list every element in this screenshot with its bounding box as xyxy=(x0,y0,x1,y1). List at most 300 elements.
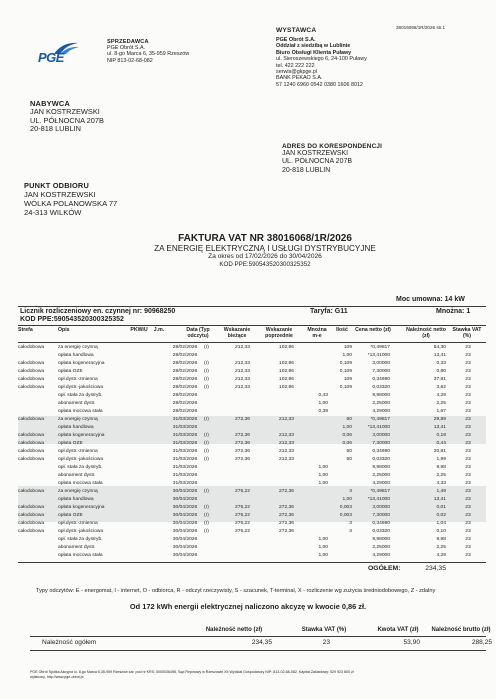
cell-ilosc: 1,00 xyxy=(342,353,352,358)
cell-biezace: 272,36 xyxy=(235,449,250,454)
cell-typ: (r) xyxy=(204,361,209,366)
table-row xyxy=(18,448,486,456)
cell-opis: opłata mocowa stała xyxy=(58,409,103,414)
collection-point-block xyxy=(24,181,117,217)
collection-point-label: PUNKT ODBIORU xyxy=(24,181,90,190)
cell-ilosc: 1,00 xyxy=(342,425,352,430)
col-biezace: Wskazanie bieżące xyxy=(223,327,251,339)
cell-cena: 0,34690 xyxy=(372,377,390,382)
cell-vat: 23 xyxy=(465,473,471,478)
cell-vat: 23 xyxy=(465,441,471,446)
table-row xyxy=(18,424,486,432)
cell-wartosc: 4,29 xyxy=(436,393,446,398)
table-row xyxy=(18,496,486,504)
cell-data: 31/03/2026 xyxy=(172,465,198,470)
cell-opis: opłata OZE xyxy=(58,513,83,518)
reading-types-legend: Typy odczytów: E - energomat, I - internet, O - odbiorca, R - odczyt rzeczywisty, S - szacunek, T-terminal, X - rozliczenie wg zużycia średniodobowego, Z - zdalny xyxy=(36,588,436,594)
col-strefa: Strefa xyxy=(18,327,33,333)
table-row xyxy=(18,368,486,376)
cell-opis: opł.dystr.-zmienna xyxy=(58,377,98,382)
buyer-line-2: UL. PÓŁNOCNA 207B xyxy=(30,115,104,125)
cell-cena: 0,34690 xyxy=(372,449,390,454)
cell-biezace: 275,22 xyxy=(235,529,250,534)
seller-label: SPRZEDAWCA xyxy=(107,39,149,45)
cell-vat: 23 xyxy=(465,553,471,558)
cell-poprzednie: 272,36 xyxy=(279,489,294,494)
cell-data: 30/04/2026 xyxy=(172,505,198,510)
cell-cena: 9,98000 xyxy=(372,537,390,542)
table-row xyxy=(18,488,486,496)
cell-ilosc: 3 xyxy=(349,489,352,494)
cell-opis: opłata handlowa xyxy=(58,497,94,502)
cell-cena: *0,49817 xyxy=(370,345,390,350)
cell-poprzednie: 212,33 xyxy=(279,417,294,422)
cell-cena: 7,30000 xyxy=(372,441,390,446)
cell-wartosc: 4,29 xyxy=(436,553,446,558)
cell-data: 31/03/2026 xyxy=(172,457,198,462)
cell-strefa: całodobowa xyxy=(18,369,45,374)
cell-typ: (r) xyxy=(204,505,209,510)
cell-opis: opł.dystr.-jakościowa xyxy=(58,457,104,462)
total-value: 234,35 xyxy=(425,565,446,572)
cell-strefa: całodobowa xyxy=(18,377,45,382)
cell-biezace: 272,36 xyxy=(235,417,250,422)
cell-data: 28/02/2026 xyxy=(172,401,198,406)
cell-wartosc: 4,33 xyxy=(436,481,446,486)
cell-cena: *0,49817 xyxy=(370,417,390,422)
cell-vat: 23 xyxy=(465,481,471,486)
cell-data: 31/03/2026 xyxy=(172,433,198,438)
cell-ilosc: 0,109 xyxy=(339,369,352,374)
pge-logo xyxy=(34,40,94,66)
table-row xyxy=(18,480,486,488)
meter-line: Licznik rozliczeniowy en. czynnej nr: 90968250 xyxy=(20,308,176,315)
summary-gross: 288,25 xyxy=(471,639,492,646)
cell-data: 30/04/2026 xyxy=(172,553,198,558)
cell-wartosc: 1,99 xyxy=(436,457,446,462)
col-wartosc: Należność netto (zł) xyxy=(406,327,446,339)
cell-vat: 23 xyxy=(465,353,471,358)
cell-opis: opłata handlowa xyxy=(58,353,94,358)
cell-wartosc: 1,49 xyxy=(436,489,446,494)
cell-data: 28/02/2026 xyxy=(172,353,198,358)
table-row xyxy=(18,400,486,408)
cell-opis: opłata mocowa stała xyxy=(58,553,103,558)
cell-cena: 4,29000 xyxy=(372,481,390,486)
cell-poprzednie: 272,36 xyxy=(279,521,294,526)
excise-note: Od 172 kWh energii elektrycznej naliczono akcyzę w kwocie 0,86 zł. xyxy=(129,602,367,611)
buyer-label: NABYWCA xyxy=(30,99,70,108)
summary-rate: 23 xyxy=(322,639,330,646)
issuer-line-4: ul. Sieroszewskiego 6, 24-100 Puławy xyxy=(276,56,367,63)
table-row xyxy=(18,432,486,440)
summary-net: 234,35 xyxy=(251,639,272,646)
cell-typ: (r) xyxy=(204,521,209,526)
cell-data: 28/02/2026 xyxy=(172,409,198,414)
cell-typ: (r) xyxy=(204,513,209,518)
cell-wartosc: 54,30 xyxy=(433,345,446,350)
cell-strefa: całodobowa xyxy=(18,513,45,518)
cell-data: 30/04/2026 xyxy=(172,521,198,526)
cell-vat: 23 xyxy=(465,425,471,430)
table-rows xyxy=(18,344,486,560)
cell-vat: 23 xyxy=(465,497,471,502)
meter-multiplier: Mnożna: 1 xyxy=(436,308,471,315)
cell-data: 28/02/2026 xyxy=(172,361,198,366)
cell-mnozna: 0,43 xyxy=(318,393,328,398)
cell-opis: opłata mocowa stała xyxy=(58,481,103,486)
cell-opis: opł.dystr.-jakościowa xyxy=(58,529,104,534)
col-mnozna: Mnożna m-e xyxy=(307,327,327,339)
table-row xyxy=(18,536,486,544)
cell-cena: 0,03320 xyxy=(372,529,390,534)
table-row xyxy=(18,360,486,368)
cell-cena: 0,03320 xyxy=(372,457,390,462)
table-row xyxy=(18,512,486,520)
cell-ilosc: 60 xyxy=(346,449,352,454)
cell-opis: opłata handlowa xyxy=(58,425,94,430)
cell-data: 30/04/2026 xyxy=(172,529,198,534)
cell-typ: (r) xyxy=(204,369,209,374)
cell-ilosc: 109 xyxy=(343,377,352,382)
buyer-block xyxy=(30,99,104,134)
cell-vat: 23 xyxy=(465,377,471,382)
table-row xyxy=(18,464,486,472)
table-top-rule xyxy=(18,306,486,307)
collection-point-line-3: 24-313 WILKÓW xyxy=(24,208,82,217)
cell-wartosc: 0,01 xyxy=(436,505,446,510)
cell-wartosc: 2,25 xyxy=(436,545,446,550)
cell-wartosc: 2,25 xyxy=(436,401,446,406)
cell-typ: (r) xyxy=(204,529,209,534)
cell-opis: za energię czynną xyxy=(58,345,98,350)
col-data: Data (Typ odczytu) xyxy=(186,327,210,339)
cell-data: 31/03/2026 xyxy=(172,425,198,430)
issuer-line-3: Biuro Obsługi Klienta Puławy xyxy=(276,49,352,56)
cell-cena: 7,30000 xyxy=(372,369,390,374)
cell-biezace: 272,36 xyxy=(235,457,250,462)
cell-data: 28/02/2026 xyxy=(172,345,198,350)
issuer-line-7: BANK PEKAO S.A. xyxy=(276,75,323,82)
cell-biezace: 275,22 xyxy=(235,513,250,518)
buyer-line-3: 20-818 LUBLIN xyxy=(30,124,81,134)
cell-ilosc: 0,109 xyxy=(339,385,352,390)
cell-strefa: całodobowa xyxy=(18,433,45,438)
cell-typ: (r) xyxy=(204,457,209,462)
cell-opis: opł. stała za dystryb. xyxy=(58,537,103,542)
cell-ilosc: 1,00 xyxy=(342,497,352,502)
cell-ilosc: 0,003 xyxy=(339,505,352,510)
cell-wartosc: 0,18 xyxy=(436,433,446,438)
header-bottom-rule xyxy=(18,342,486,343)
cell-opis: abonament dystr. xyxy=(58,401,96,406)
cell-vat: 23 xyxy=(465,545,471,550)
seller-line-1: PGE Obrót S.A. xyxy=(107,45,146,51)
invoice-title: FAKTURA VAT NR 38016068/1R/2026 xyxy=(178,233,352,244)
cell-vat: 23 xyxy=(465,465,471,470)
total-label: OGÓŁEM: xyxy=(368,565,401,572)
cell-biezace: 275,22 xyxy=(235,489,250,494)
cell-vat: 23 xyxy=(465,393,471,398)
cell-vat: 23 xyxy=(465,489,471,494)
cell-wartosc: 3,62 xyxy=(436,385,446,390)
cell-poprzednie: 102,96 xyxy=(279,369,294,374)
summary-vat: 53,90 xyxy=(403,639,420,646)
table-row xyxy=(18,528,486,536)
cell-ilosc: 0,06 xyxy=(342,433,352,438)
cell-cena: 2,25000 xyxy=(372,545,390,550)
cell-ilosc: 60 xyxy=(346,457,352,462)
cell-poprzednie: 272,36 xyxy=(279,513,294,518)
cell-cena: *13,41000 xyxy=(367,497,390,502)
cell-wartosc: 0,80 xyxy=(436,369,446,374)
correspondence-block xyxy=(282,143,382,175)
cell-vat: 23 xyxy=(465,433,471,438)
cell-ilosc: 0,003 xyxy=(339,513,352,518)
cell-poprzednie: 212,33 xyxy=(279,449,294,454)
summary-head-gross: Należność brutto (zł) xyxy=(431,627,491,633)
cell-typ: (r) xyxy=(204,433,209,438)
cell-ilosc: 60 xyxy=(346,417,352,422)
summary-bottom-rule xyxy=(30,650,486,651)
cell-opis: opłata kogeneracyjna xyxy=(58,433,105,438)
table-row xyxy=(18,376,486,384)
issuer-line-1: PGE Obrót S.A. xyxy=(276,37,316,43)
cell-wartosc: 1,67 xyxy=(436,409,446,414)
cell-biezace: 272,36 xyxy=(235,441,250,446)
col-ilosc: Ilość xyxy=(336,327,348,333)
cell-wartosc: 2,25 xyxy=(436,473,446,478)
invoice-title-block xyxy=(140,233,390,269)
footer xyxy=(30,670,470,680)
cell-cena: 0,34690 xyxy=(372,521,390,526)
issuer-line-5: tel. 422 222 222 xyxy=(276,62,315,69)
cell-vat: 23 xyxy=(465,449,471,454)
cell-typ: (r) xyxy=(204,377,209,382)
cell-opis: opł.dystr.-zmienna xyxy=(58,521,98,526)
cell-wartosc: 9,98 xyxy=(436,537,446,542)
table-row xyxy=(18,440,486,448)
cell-vat: 23 xyxy=(465,505,471,510)
summary-rule xyxy=(30,636,486,637)
cell-opis: opł. stała za dystryb. xyxy=(58,465,103,470)
collection-point-line-2: WÓLKA POLANOWSKA 77 xyxy=(24,199,118,208)
invoice-period: Za okres od 17/02/2026 do 30/04/2026 xyxy=(208,253,322,260)
cell-mnozna: 1,00 xyxy=(318,545,328,550)
cell-data: 31/03/2026 xyxy=(172,481,198,486)
cell-data: 31/03/2026 xyxy=(172,417,198,422)
cell-ilosc: 109 xyxy=(343,345,352,350)
cell-data: 30/04/2026 xyxy=(172,497,198,502)
table-row xyxy=(18,520,486,528)
cell-wartosc: 37,81 xyxy=(433,377,446,382)
table-row xyxy=(18,504,486,512)
cell-vat: 23 xyxy=(465,401,471,406)
cell-data: 28/02/2026 xyxy=(172,369,198,374)
cell-opis: opł. stała za dystryb. xyxy=(58,393,103,398)
issuer-label: WYSTAWCA xyxy=(276,27,317,34)
cell-wartosc: 20,81 xyxy=(433,449,446,454)
summary-head-net: Należność netto (zł) xyxy=(205,627,263,633)
table-row xyxy=(18,552,486,560)
table-row xyxy=(18,392,486,400)
cell-strefa: całodobowa xyxy=(18,361,45,366)
summary-head-rate: Stawka VAT (%) xyxy=(301,627,347,633)
cell-typ: (r) xyxy=(204,345,209,350)
cell-typ: (r) xyxy=(204,441,209,446)
seller-block xyxy=(107,39,189,64)
footer-line-2: wpłacony, http://www.pge-obrot.pl xyxy=(30,675,84,679)
cell-data: 28/02/2026 xyxy=(172,385,198,390)
col-cena: Cena netto (zł) xyxy=(355,327,391,333)
cell-opis: opłata kogeneracyjna xyxy=(58,505,105,510)
cell-wartosc: 29,89 xyxy=(433,417,446,422)
cell-cena: *0,49817 xyxy=(370,489,390,494)
cell-biezace: 212,33 xyxy=(235,369,250,374)
document-reference: 38016068/1R/2026 str.1 xyxy=(396,25,446,30)
cell-data: 31/03/2026 xyxy=(172,441,198,446)
cell-strefa: całodobowa xyxy=(18,521,45,526)
cell-data: 28/02/2026 xyxy=(172,377,198,382)
issuer-line-2: Oddział z siedzibą w Lublinie xyxy=(276,43,351,50)
cell-vat: 23 xyxy=(465,529,471,534)
cell-cena: 0,03320 xyxy=(372,385,390,390)
cell-poprzednie: 102,96 xyxy=(279,345,294,350)
cell-wartosc: 0,44 xyxy=(436,441,446,446)
issuer-block xyxy=(276,27,367,88)
cell-wartosc: 0,02 xyxy=(436,513,446,518)
cell-strefa: całodobowa xyxy=(18,457,45,462)
cell-data: 30/04/2026 xyxy=(172,545,198,550)
cell-strefa: całodobowa xyxy=(18,417,45,422)
table-bottom-rule xyxy=(18,562,486,563)
cell-poprzednie: 102,96 xyxy=(279,385,294,390)
cell-opis: za energię czynną xyxy=(58,417,98,422)
cell-vat: 23 xyxy=(465,369,471,374)
seller-line-3: NIP 813-02-68-082 xyxy=(107,57,153,64)
cell-typ: (r) xyxy=(204,385,209,390)
cell-cena: *13,41000 xyxy=(367,425,390,430)
cell-opis: opł.dystr.-jakościowa xyxy=(58,385,104,390)
cell-strefa: całodobowa xyxy=(18,449,45,454)
cell-poprzednie: 212,33 xyxy=(279,433,294,438)
cell-strefa: całodobowa xyxy=(18,489,45,494)
collection-point-line-1: JAN KOSTRZEWSKI xyxy=(24,190,96,199)
cell-wartosc: 1,04 xyxy=(436,521,446,526)
cell-opis: opłata OZE xyxy=(58,369,83,374)
table-row xyxy=(18,416,486,424)
cell-biezace: 272,36 xyxy=(235,433,250,438)
cell-biezace: 275,22 xyxy=(235,505,250,510)
cell-opis: abonament dystr. xyxy=(58,473,96,478)
cell-biezace: 212,33 xyxy=(235,361,250,366)
cell-strefa: całodobowa xyxy=(18,529,45,534)
cell-typ: (r) xyxy=(204,417,209,422)
col-opis: Opis xyxy=(58,327,70,333)
cell-cena: 9,98000 xyxy=(372,393,390,398)
cell-mnozna: 0,39 xyxy=(318,409,328,414)
cell-wartosc: 13,41 xyxy=(433,497,446,502)
table-row xyxy=(18,472,486,480)
col-poprzednie: Wskazanie poprzednie xyxy=(265,327,293,339)
cell-vat: 23 xyxy=(465,521,471,526)
cell-mnozna: 1,00 xyxy=(318,481,328,486)
cell-typ: (r) xyxy=(204,449,209,454)
cell-vat: 23 xyxy=(465,513,471,518)
cell-data: 31/03/2026 xyxy=(172,449,198,454)
col-vat: Stawka VAT (%) xyxy=(452,327,482,339)
col-pkwiu: PKWiU xyxy=(130,327,148,333)
summary-head-vat: Kwota VAT (zł) xyxy=(377,627,419,633)
contract-power: Moc umowna: 14 kW xyxy=(396,296,465,303)
correspondence-line-1: JAN KOSTRZEWSKI xyxy=(282,150,349,157)
cell-mnozna: 1,00 xyxy=(318,537,328,542)
correspondence-label: ADRES DO KORESPONDENCJI xyxy=(282,143,383,150)
cell-data: 30/04/2026 xyxy=(172,489,198,494)
correspondence-line-3: 20-818 LUBLIN xyxy=(282,166,331,174)
correspondence-line-2: UL. PÓŁNOCNA 207B xyxy=(282,158,353,166)
table-row xyxy=(18,344,486,352)
table-row xyxy=(18,384,486,392)
cell-cena: *13,41000 xyxy=(367,353,390,358)
cell-cena: 7,30000 xyxy=(372,513,390,518)
cell-data: 30/04/2026 xyxy=(172,513,198,518)
invoice-kod-ppe: KOD PPE:590543520300325352 xyxy=(219,261,311,268)
cell-typ: (r) xyxy=(204,489,209,494)
cell-strefa: całodobowa xyxy=(18,505,45,510)
cell-vat: 23 xyxy=(465,537,471,542)
cell-cena: 2,25000 xyxy=(372,401,390,406)
cell-vat: 23 xyxy=(465,409,471,414)
cell-data: 30/04/2026 xyxy=(172,537,198,542)
cell-poprzednie: 102,96 xyxy=(279,377,294,382)
footer-line-1: PGE Obrót Spółka Akcyjna ul. 8-go Marca 6,35-959 Rzeszów zar. pod nr KRS: 0000036498, Sąd Rejonowy w Rzeszowie XII Wydział Gospodarczy NIP: 813-02-68-082, Kapitał Zakładowy: 529 923 800 zł xyxy=(30,670,354,674)
cell-opis: abonament dystr. xyxy=(58,545,96,550)
cell-strefa: całodobowa xyxy=(18,385,45,390)
cell-mnozna: 1,00 xyxy=(318,465,328,470)
cell-wartosc: 13,41 xyxy=(433,353,446,358)
cell-mnozna: 1,00 xyxy=(318,473,328,478)
cell-opis: za energię czynną xyxy=(58,489,98,494)
cell-poprzednie: 212,33 xyxy=(279,457,294,462)
invoice-subtitle: ZA ENERGIĘ ELEKTRYCZNĄ I USŁUGI DYSTRYBUCYJNE xyxy=(154,244,376,253)
cell-biezace: 212,33 xyxy=(235,345,250,350)
cell-wartosc: 0,33 xyxy=(436,361,446,366)
cell-ilosc: 3 xyxy=(349,521,352,526)
cell-opis: opłata OZE xyxy=(58,441,83,446)
cell-cena: 3,00000 xyxy=(372,505,390,510)
cell-biezace: 212,33 xyxy=(235,385,250,390)
col-jm: J.m. xyxy=(153,327,165,333)
cell-data: 28/02/2026 xyxy=(172,393,198,398)
table-row xyxy=(18,408,486,416)
cell-strefa: całodobowa xyxy=(18,345,45,350)
cell-poprzednie: 102,96 xyxy=(279,361,294,366)
cell-vat: 23 xyxy=(465,457,471,462)
cell-ilosc: 0,109 xyxy=(339,361,352,366)
cell-wartosc: 0,10 xyxy=(436,529,446,534)
cell-data: 31/03/2026 xyxy=(172,473,198,478)
cell-biezace: 212,33 xyxy=(235,377,250,382)
issuer-line-6: serwis@gkpge.pl xyxy=(276,69,318,76)
table-row xyxy=(18,352,486,360)
cell-wartosc: 13,41 xyxy=(433,425,446,430)
meter-kod-ppe: KOD PPE:590543520300325352 xyxy=(20,316,124,323)
cell-cena: 3,00000 xyxy=(372,433,390,438)
cell-vat: 23 xyxy=(465,385,471,390)
cell-strefa: całodobowa xyxy=(18,441,45,446)
cell-cena: 3,00000 xyxy=(372,361,390,366)
